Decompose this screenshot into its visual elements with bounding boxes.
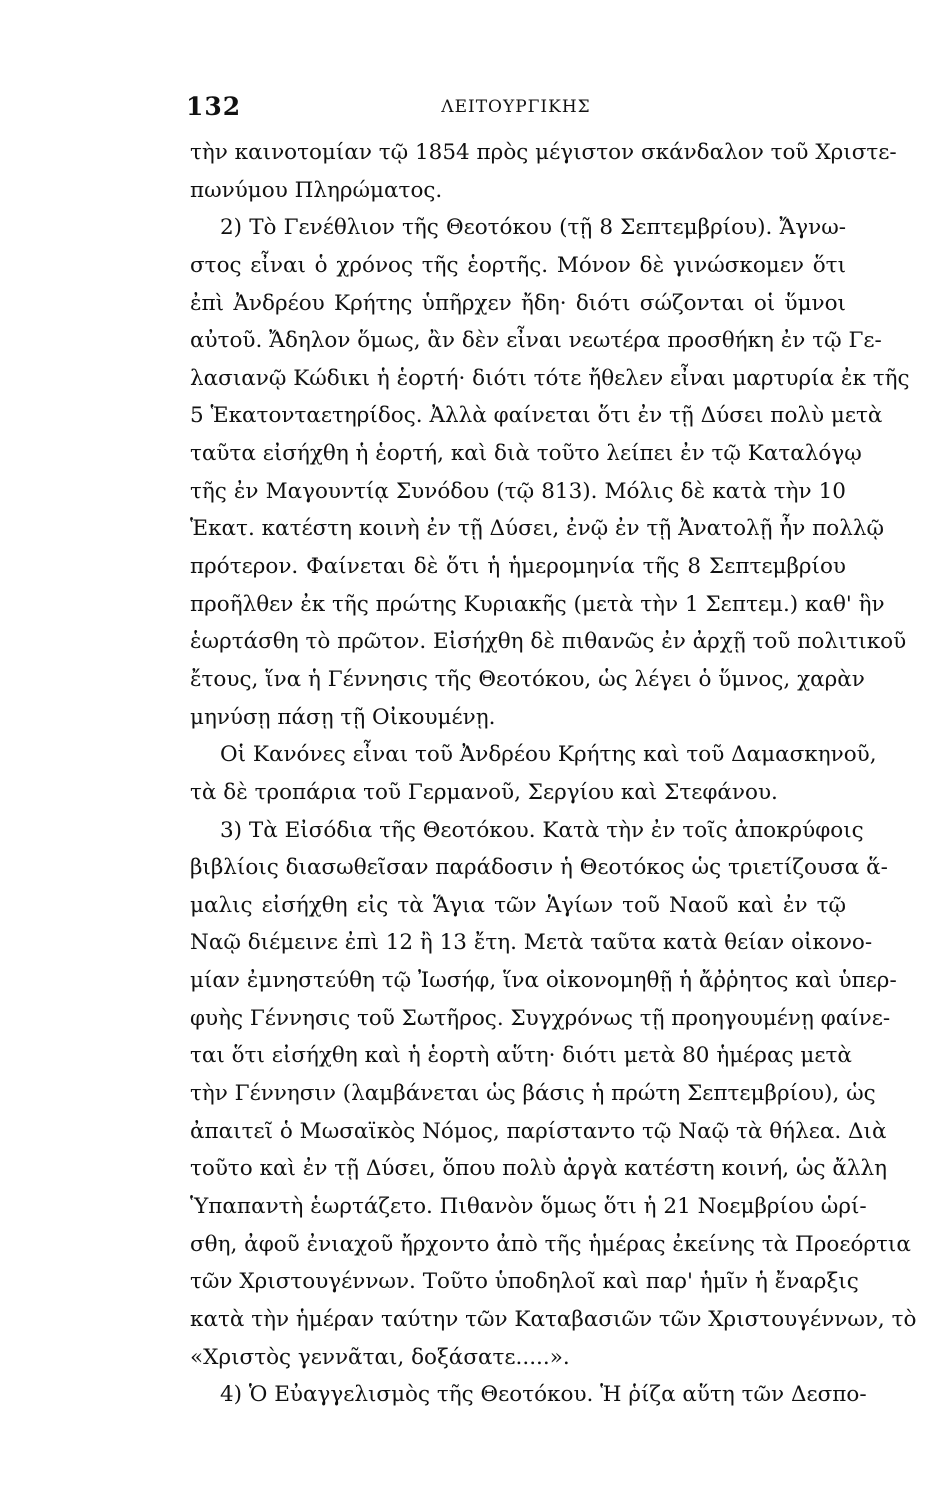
text-line: πωνύμου Πληρώματος. — [190, 177, 443, 203]
text-line: Ὑπαπαντὴ ἑωρτάζετο. Πιθανὸν ὅμως ὅτι ἡ 21 Νοεμβρίου ὡρί- — [190, 1193, 867, 1219]
text-line: ταῦτα εἰσήχθη ἡ ἑορτή, καὶ διὰ τοῦτο λείπει ἐν τῷ Καταλόγῳ — [190, 441, 862, 467]
text-line: τῆς ἐν Μαγουντίᾳ Συνόδου (τῷ 813). Μόλις δὲ κατὰ τὴν 10 — [190, 478, 846, 504]
text-line: στος εἶναι ὁ χρόνος τῆς ἑορτῆς. Μόνον δὲ γινώσκομεν ὅτι — [190, 252, 846, 278]
text-line: τὴν καινοτομίαν τῷ 1854 πρὸς μέγιστον σκάνδαλον τοῦ Χριστε- — [190, 140, 897, 165]
text-line: σθη, ἀφοῦ ἐνιαχοῦ ἤρχοντο ἀπὸ τῆς ἡμέρας ἐκείνης τὰ Προεόρτια — [190, 1231, 911, 1257]
text-line: Οἱ Κανόνες εἶναι τοῦ Ἀνδρέου Κρήτης καὶ τοῦ Δαμασκηνοῦ, — [220, 742, 877, 768]
text-line: 3) Τὰ Εἰσόδια τῆς Θεοτόκου. Κατὰ τὴν ἐν τοῖς ἀποκρύφοις — [220, 817, 864, 843]
text-line: αὐτοῦ. Ἄδηλον ὅμως, ἂν δὲν εἶναι νεωτέρα προσθήκη ἐν τῷ Γε- — [190, 328, 882, 354]
text-line: ἀπαιτεῖ ὁ Μωσαϊκὸς Νόμος, παρίσταντο τῷ Ναῷ τὰ θήλεα. Διὰ — [190, 1118, 887, 1144]
text-line: ται ὅτι εἰσήχθη καὶ ἡ ἑορτὴ αὕτη· διότι μετὰ 80 ἡμέρας μετὰ — [190, 1043, 852, 1069]
text-line: τοῦτο καὶ ἐν τῇ Δύσει, ὅπου πολὺ ἀργὰ κατέστη κοινή, ὡς ἄλλη — [190, 1156, 888, 1182]
text-line: προῆλθεν ἐκ τῆς πρώτης Κυριακῆς (μετὰ τὴν 1 Σεπτεμ.) καθ' ἣν — [190, 591, 885, 617]
text-line: ἔτους, ἵνα ἡ Γέννησις τῆς Θεοτόκου, ὡς λέγει ὁ ὕμνος, χαρὰν — [190, 666, 865, 692]
body-text — [190, 134, 917, 1414]
page-header — [186, 92, 846, 128]
text-line: Ἑκατ. κατέστη κοινὴ ἐν τῇ Δύσει, ἐνῷ ἐν τῇ Ἀνατολῇ ἦν πολλῷ — [190, 516, 885, 542]
text-line: «Χριστὸς γεννᾶται, δοξάσατε.....». — [190, 1344, 570, 1370]
text-line: πρότερον. Φαίνεται δὲ ὅτι ἡ ἡμερομηνία τῆς 8 Σεπτεμβρίου — [190, 554, 846, 580]
text-line: μίαν ἐμνηστεύθη τῷ Ἰωσήφ, ἵνα οἰκονομηθῇ ἡ ἄῤῥητος καὶ ὑπερ- — [190, 968, 897, 994]
text-line: ἐπὶ Ἀνδρέου Κρήτης ὑπῆρχεν ἤδη· διότι σώζονται οἱ ὕμνοι — [190, 290, 846, 316]
text-line: Ναῷ διέμεινε ἐπὶ 12 ἢ 13 ἔτη. Μετὰ ταῦτα κατὰ θείαν οἰκονο- — [190, 930, 873, 956]
text-line: βιβλίοις διασωθεῖσαν παράδοσιν ἡ Θεοτόκος ὡς τριετίζουσα ἅ- — [190, 855, 888, 881]
text-line: τὴν Γέννησιν (λαμβάνεται ὡς βάσις ἡ πρώτη Σεπτεμβρίου), ὡς — [190, 1081, 876, 1107]
text-line: τῶν Χριστουγέννων. Τοῦτο ὑποδηλοῖ καὶ παρ' ἡμῖν ἡ ἔναρξις — [190, 1269, 859, 1295]
page-number: 132 — [186, 92, 242, 121]
text-line: ἑωρτάσθη τὸ πρῶτον. Εἰσήχθη δὲ πιθανῶς ἐν ἀρχῇ τοῦ πολιτικοῦ — [190, 629, 907, 655]
text-line: φυὴς Γέννησις τοῦ Σωτῆρος. Συγχρόνως τῇ προηγουμένῃ φαίνε- — [190, 1005, 891, 1031]
text-line: κατὰ τὴν ἡμέραν ταύτην τῶν Καταβασιῶν τῶν Χριστουγέννων, τὸ — [190, 1306, 917, 1332]
text-line: 4) Ὁ Εὐαγγελισμὸς τῆς Θεοτόκου. Ἡ ῥίζα αὕτη τῶν Δεσπο- — [220, 1382, 867, 1408]
text-line: 5 Ἑκατονταετηρίδος. Ἀλλὰ φαίνεται ὅτι ἐν τῇ Δύσει πολὺ μετὰ — [190, 403, 883, 429]
text-line: μαλις εἰσήχθη εἰς τὰ Ἅγια τῶν Ἁγίων τοῦ Ναοῦ καὶ ἐν τῷ — [190, 892, 846, 918]
running-title: ΛΕΙΤΟΥΡΓΙΚΗΣ — [441, 97, 591, 117]
text-line: μηνύσῃ πάσῃ τῇ Οἰκουμένῃ. — [190, 704, 496, 730]
text-line: 2) Τὸ Γενέθλιον τῆς Θεοτόκου (τῇ 8 Σεπτεμβρίου). Ἄγνω- — [220, 215, 846, 241]
text-line: τὰ δὲ τροπάρια τοῦ Γερμανοῦ, Σεργίου καὶ Στεφάνου. — [190, 779, 778, 805]
text-line: λασιανῷ Κώδικι ἡ ἑορτή· διότι τότε ἤθελεν εἶναι μαρτυρία ἐκ τῆς — [190, 365, 910, 391]
